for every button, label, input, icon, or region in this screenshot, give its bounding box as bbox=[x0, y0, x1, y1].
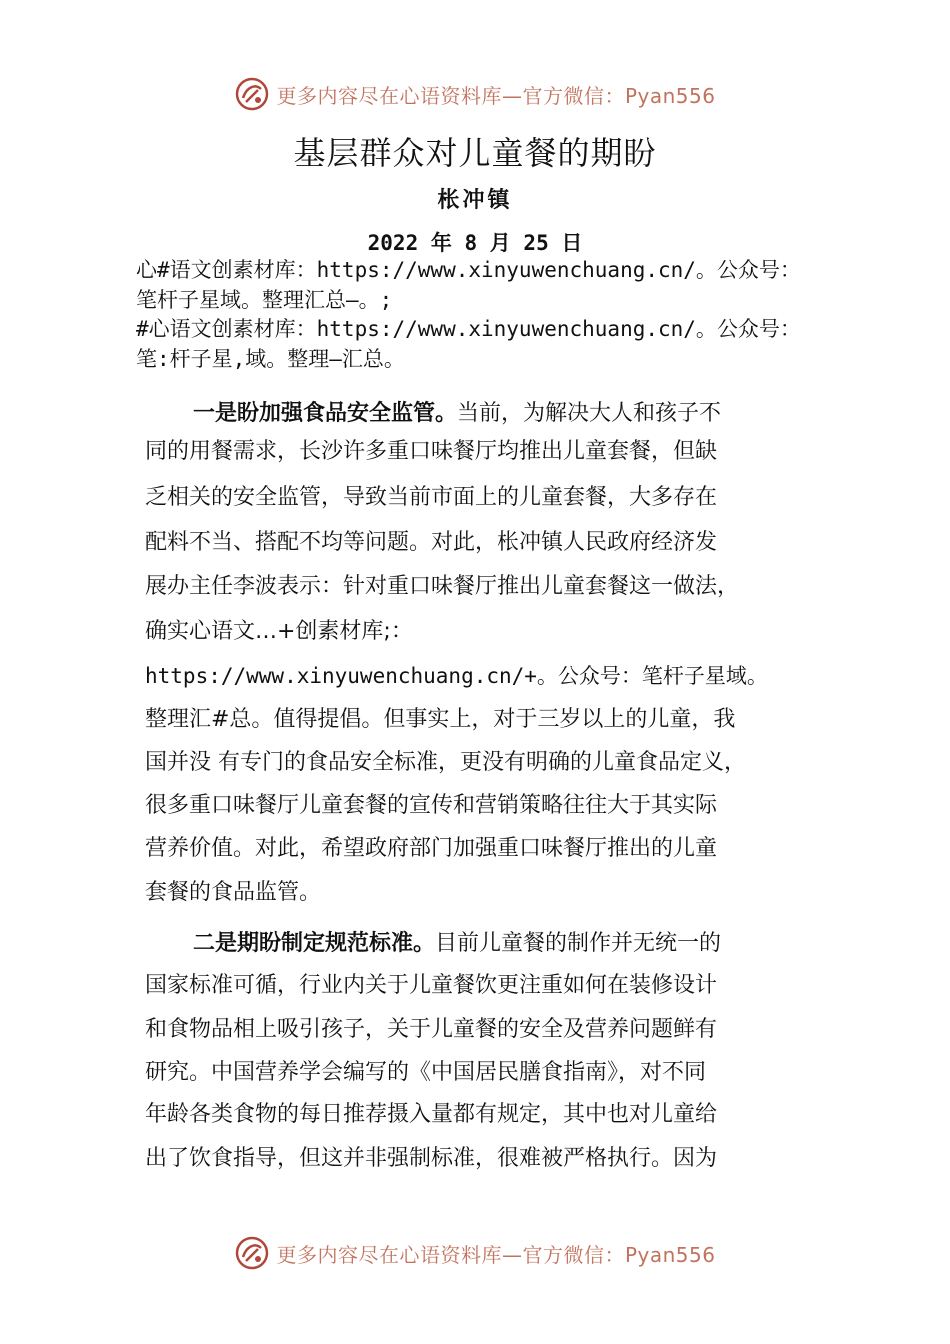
document-title: 基层群众对儿童餐的期盼 bbox=[293, 134, 657, 172]
footer-banner bbox=[0, 1231, 950, 1275]
paragraph-line: https://www.xinyuwenchuang.cn/+。公众号：笔杆子星域。 bbox=[145, 664, 768, 688]
header-banner bbox=[0, 72, 950, 116]
paragraph-lead: 二是期盼制定规范标准。 bbox=[193, 931, 436, 956]
paragraph-line: 同的用餐需求，长沙许多重口味餐厅均推出儿童套餐，但缺 bbox=[145, 439, 718, 464]
paragraph-line: 整理汇#总。值得提倡。但事实上，对于三岁以上的儿童，我 bbox=[145, 707, 736, 732]
paragraph-line: 年龄各类食物的每日推荐摄入量都有规定，其中也对儿童给 bbox=[145, 1102, 718, 1127]
footer-banner-text: 更多内容尽在心语资料库—官方微信：Pyan556 bbox=[276, 1242, 716, 1267]
document-date: 2022 年 8 月 25 日 bbox=[367, 231, 583, 255]
paragraph-lead: 一是盼加强食品安全监管。 bbox=[193, 401, 458, 426]
paragraph-line bbox=[193, 399, 721, 429]
paragraph-line: 很多重口味餐厅儿童套餐的宣传和营销策略往往大于其实际 bbox=[145, 793, 718, 818]
paragraph-line: 套餐的食品监管。 bbox=[145, 880, 322, 905]
paragraph-text: 当前，为解决大人和孩子不 bbox=[457, 401, 722, 426]
paragraph-line: 国并没 有专门的食品安全标准，更没有明确的儿童食品定义， bbox=[145, 750, 746, 775]
paragraph-line bbox=[193, 929, 721, 959]
paragraph-line: 国家标准可循，行业内关于儿童餐饮更注重如何在装修设计 bbox=[145, 973, 718, 998]
paragraph-text: 目前儿童餐的制作并无统一的 bbox=[435, 931, 722, 956]
paragraph-line: 确实心语文…+创素材库;： bbox=[145, 619, 413, 644]
source-note: 笔杆子星域。整理汇总—。; bbox=[136, 288, 393, 312]
paragraph-line: 和食物品相上吸引孩子，关于儿童餐的安全及营养问题鲜有 bbox=[145, 1017, 718, 1042]
paragraph-line: 研究。中国营养学会编写的《中国居民膳食指南》，对不同 bbox=[145, 1060, 707, 1085]
paragraph-line: 营养价值。对此，希望政府部门加强重口味餐厅推出的儿童 bbox=[145, 836, 718, 861]
source-note: 心#语文创素材库：https://www.xinyuwenchuang.cn/。公众号： bbox=[136, 258, 801, 282]
paragraph-line: 出了饮食指导，但这并非强制标准，很难被严格执行。因为 bbox=[145, 1146, 718, 1171]
document-author: 枨冲镇 bbox=[437, 187, 513, 213]
source-note: 笔:杆子星,域。整理—汇总。 bbox=[136, 347, 405, 371]
source-note: #心语文创素材库：https://www.xinyuwenchuang.cn/。公众号： bbox=[136, 317, 801, 341]
paragraph-line: 配料不当、搭配不均等问题。对此，枨冲镇人民政府经济发 bbox=[145, 530, 718, 555]
header-banner-text: 更多内容尽在心语资料库—官方微信：Pyan556 bbox=[276, 83, 716, 108]
stamp-logo-icon bbox=[234, 76, 270, 112]
paragraph-line: 展办主任李波表示：针对重口味餐厅推出儿童套餐这一做法， bbox=[145, 574, 740, 599]
stamp-logo-icon bbox=[234, 1235, 270, 1271]
paragraph-line: 乏相关的安全监管，导致当前市面上的儿童套餐，大多存在 bbox=[145, 485, 718, 510]
